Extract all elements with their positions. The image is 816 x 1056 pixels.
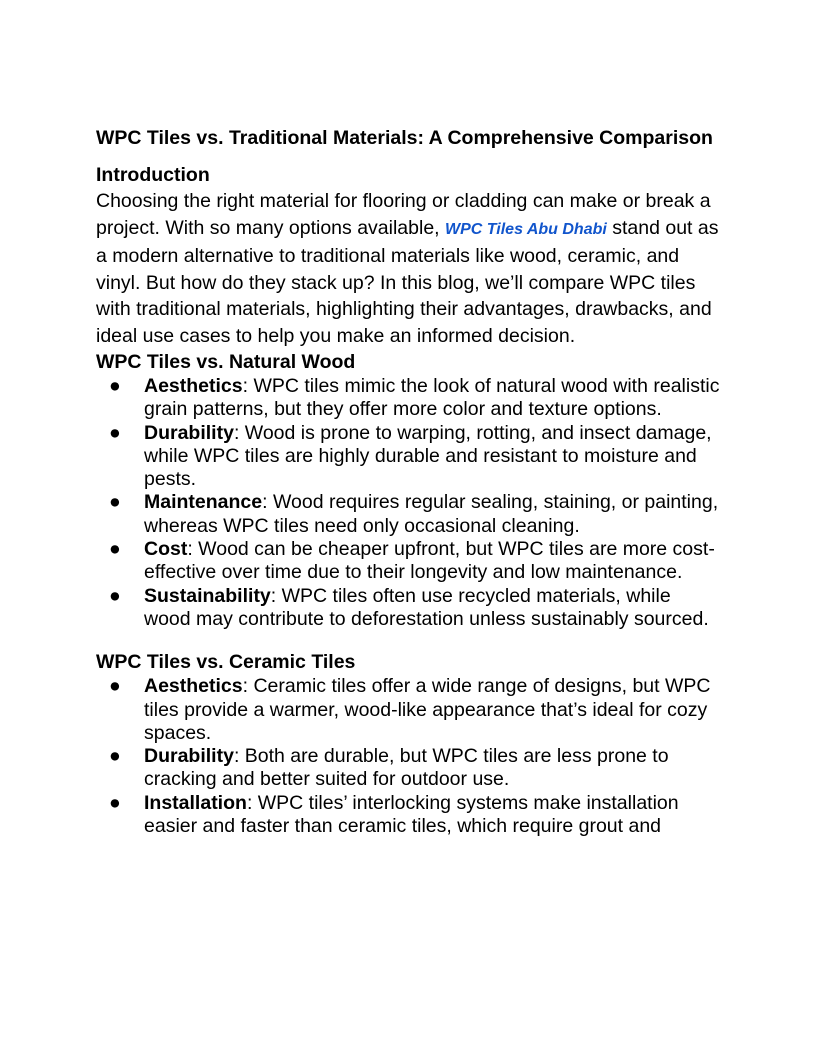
list-item bbox=[96, 792, 720, 839]
intro-text-before-link: Choosing the right material for flooring or cladding can make or break a project. With so many options available, bbox=[96, 190, 711, 239]
item-label: Maintenance bbox=[144, 491, 263, 514]
intro-heading: Introduction bbox=[96, 164, 210, 186]
list-item bbox=[96, 675, 720, 745]
intro-paragraph bbox=[96, 188, 720, 349]
bullet-icon: ● bbox=[109, 584, 121, 607]
item-text: : Ceramic tiles offer a wide range of designs, but WPC tiles provide a warmer, wood-like appearance that’s ideal for cozy spaces. bbox=[144, 675, 711, 744]
list-item bbox=[96, 538, 720, 585]
item-label: Durability bbox=[144, 745, 234, 768]
item-text: : Wood is prone to warping, rotting, and insect damage, while WPC tiles are highly durable and resistant to moisture and pests. bbox=[144, 421, 712, 491]
bullet-icon: ● bbox=[109, 675, 121, 698]
intro-text-after-link: stand out as a modern alternative to traditional materials like wood, ceramic, and vinyl. But how do they stack up? In this blog, we’ll compare WPC tiles with traditional materials, highlighting their advantages, drawbacks, and ideal use cases to help you make an informed decision. bbox=[96, 216, 719, 347]
bullet-icon: ● bbox=[109, 791, 121, 814]
item-text: : Both are durable, but WPC tiles are less prone to cracking and better suited for outdoor use. bbox=[144, 745, 669, 791]
document-body bbox=[96, 124, 720, 838]
section-spacer bbox=[96, 631, 720, 649]
section-heading-natural-wood: WPC Tiles vs. Natural Wood bbox=[96, 351, 356, 373]
bullet-icon: ● bbox=[109, 491, 121, 514]
bullet-icon: ● bbox=[109, 421, 121, 444]
bullet-icon: ● bbox=[109, 538, 121, 561]
document-title: WPC Tiles vs. Traditional Materials: A Comprehensive Comparison bbox=[96, 127, 713, 149]
list-item bbox=[96, 422, 720, 492]
item-label: Aesthetics bbox=[144, 375, 243, 397]
natural-wood-list bbox=[96, 375, 720, 631]
item-label: Cost bbox=[144, 538, 188, 561]
bullet-icon: ● bbox=[109, 375, 121, 397]
item-text: : WPC tiles often use recycled materials, while wood may contribute to deforestation unless sustainably sourced. bbox=[144, 584, 709, 630]
item-label: Installation bbox=[144, 791, 247, 814]
item-label: Durability bbox=[144, 421, 234, 444]
section-heading-ceramic-tiles: WPC Tiles vs. Ceramic Tiles bbox=[96, 651, 356, 674]
item-label: Sustainability bbox=[144, 584, 271, 607]
item-text: : WPC tiles’ interlocking systems make installation easier and faster than ceramic tiles, which require grout and bbox=[144, 791, 679, 838]
ceramic-tiles-list bbox=[96, 675, 720, 838]
wpc-tiles-abu-dhabi-link[interactable]: WPC Tiles Abu Dhabi bbox=[445, 220, 607, 238]
list-item bbox=[96, 375, 720, 422]
list-item bbox=[96, 745, 720, 792]
item-text: : WPC tiles mimic the look of natural wood with realistic grain patterns, but they offer more color and texture options. bbox=[144, 375, 720, 421]
item-text: : Wood can be cheaper upfront, but WPC tiles are more cost-effective over time due to their longevity and low maintenance. bbox=[144, 538, 715, 584]
list-item bbox=[96, 585, 720, 632]
item-text: : Wood requires regular sealing, staining, or painting, whereas WPC tiles need only occasional cleaning. bbox=[144, 491, 719, 537]
list-item bbox=[96, 491, 720, 538]
bullet-icon: ● bbox=[109, 745, 121, 768]
item-label: Aesthetics bbox=[144, 675, 243, 698]
